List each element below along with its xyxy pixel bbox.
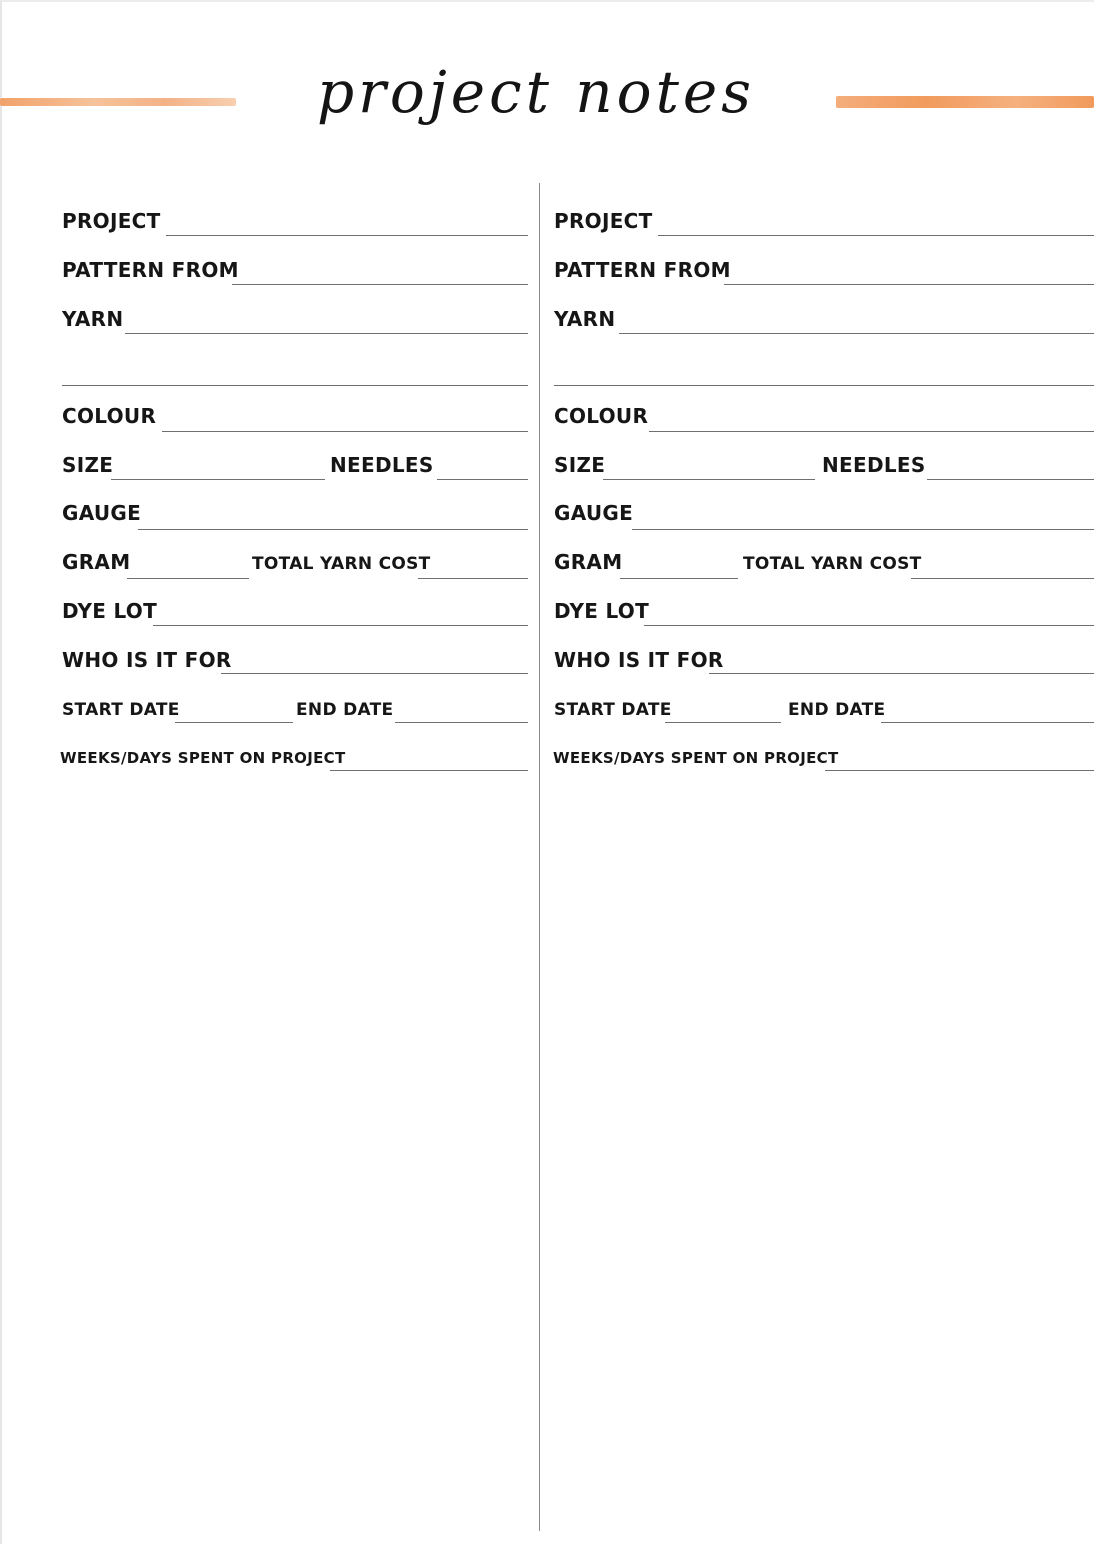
weeks-days-field[interactable]	[330, 770, 528, 771]
start-date-label: START DATE	[62, 700, 180, 720]
dye-lot-label: DYE LOT	[554, 599, 650, 623]
gauge-field[interactable]	[138, 529, 528, 530]
gram-label: GRAM	[62, 550, 131, 574]
dye-lot-label: DYE LOT	[62, 599, 158, 623]
total-yarn-cost-field[interactable]	[911, 578, 1094, 579]
weeks-days-field[interactable]	[825, 770, 1094, 771]
who-is-it-for-label: WHO IS IT FOR	[554, 648, 724, 672]
dye-lot-field[interactable]	[644, 625, 1094, 626]
gram-field[interactable]	[127, 578, 249, 579]
yarn-label: YARN	[554, 307, 616, 331]
page-title: project notes	[317, 58, 755, 126]
needles-label: NEEDLES	[330, 453, 434, 477]
start-date-field[interactable]	[175, 722, 293, 723]
colour-label: COLOUR	[554, 404, 649, 428]
end-date-field[interactable]	[881, 722, 1094, 723]
size-label: SIZE	[62, 453, 114, 477]
size-field[interactable]	[111, 479, 325, 480]
pattern-from-field[interactable]	[232, 284, 528, 285]
who-is-it-for-field[interactable]	[709, 673, 1094, 674]
pattern-from-field[interactable]	[724, 284, 1094, 285]
end-date-label: END DATE	[788, 700, 886, 720]
column-divider	[539, 183, 540, 1531]
project-label: PROJECT	[62, 209, 161, 233]
end-date-label: END DATE	[296, 700, 394, 720]
total-yarn-cost-label: TOTAL YARN COST	[252, 554, 431, 574]
yarn-field-extra[interactable]	[554, 385, 1094, 386]
project-field[interactable]	[166, 235, 528, 236]
needles-field[interactable]	[437, 479, 528, 480]
header-stripe-left	[0, 98, 236, 106]
gram-field[interactable]	[620, 578, 738, 579]
header-stripe-right	[836, 96, 1094, 108]
total-yarn-cost-field[interactable]	[418, 578, 528, 579]
yarn-field[interactable]	[619, 333, 1094, 334]
colour-field[interactable]	[649, 431, 1094, 432]
weeks-days-label: WEEKS/DAYS SPENT ON PROJECT	[60, 749, 346, 767]
colour-field[interactable]	[162, 431, 528, 432]
gauge-label: GAUGE	[62, 501, 142, 525]
size-field[interactable]	[603, 479, 815, 480]
end-date-field[interactable]	[395, 722, 528, 723]
gram-label: GRAM	[554, 550, 623, 574]
needles-label: NEEDLES	[822, 453, 926, 477]
colour-label: COLOUR	[62, 404, 157, 428]
gauge-field[interactable]	[632, 529, 1094, 530]
pattern-from-label: PATTERN FROM	[554, 258, 731, 282]
total-yarn-cost-label: TOTAL YARN COST	[743, 554, 922, 574]
dye-lot-field[interactable]	[153, 625, 528, 626]
weeks-days-label: WEEKS/DAYS SPENT ON PROJECT	[553, 749, 839, 767]
yarn-field[interactable]	[125, 333, 528, 334]
start-date-label: START DATE	[554, 700, 672, 720]
yarn-field-extra[interactable]	[62, 385, 528, 386]
gauge-label: GAUGE	[554, 501, 634, 525]
who-is-it-for-label: WHO IS IT FOR	[62, 648, 232, 672]
project-label: PROJECT	[554, 209, 653, 233]
pattern-from-label: PATTERN FROM	[62, 258, 239, 282]
project-field[interactable]	[658, 235, 1094, 236]
yarn-label: YARN	[62, 307, 124, 331]
who-is-it-for-field[interactable]	[221, 673, 528, 674]
start-date-field[interactable]	[665, 722, 781, 723]
needles-field[interactable]	[927, 479, 1094, 480]
size-label: SIZE	[554, 453, 606, 477]
